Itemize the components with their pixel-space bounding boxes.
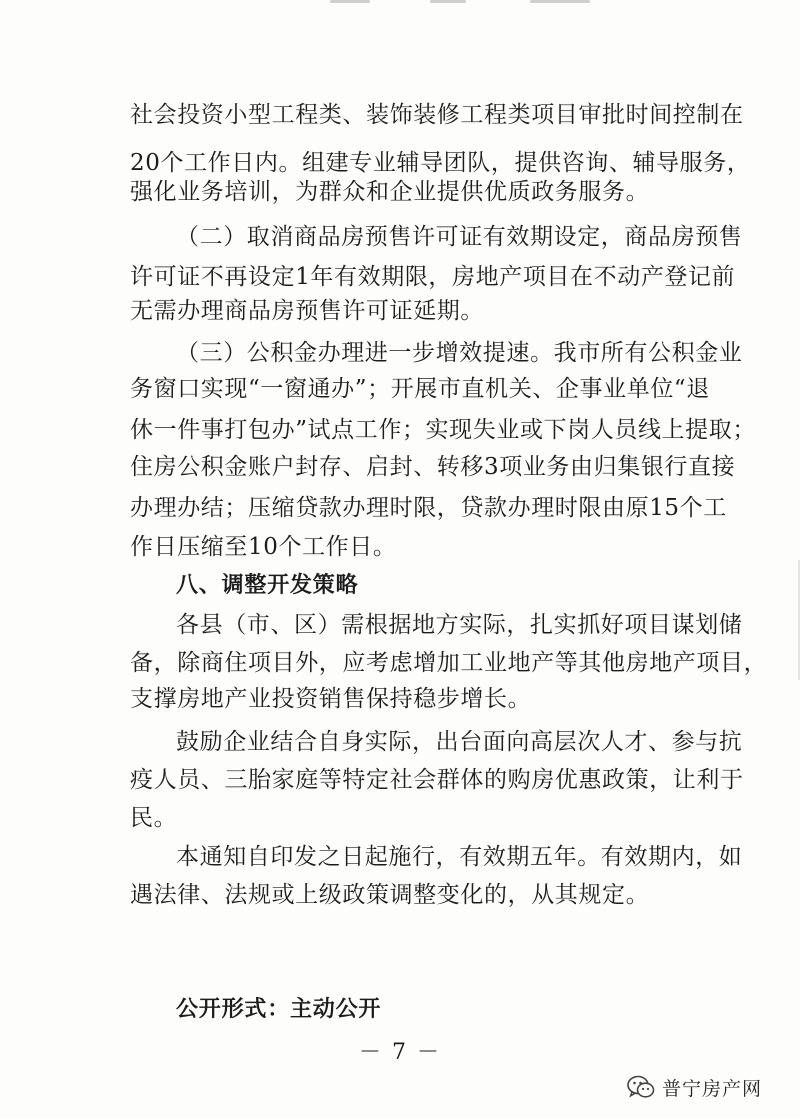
watermark [626,1073,762,1101]
body-line: 遇法律、法规或上级政策调整变化的，从其规定。 [130,882,650,908]
section-heading: 八、调整开发策略 [176,573,359,598]
body-line: 办理办结；压缩贷款办理时限，贷款办理时限由原15个工 [130,495,727,521]
body-line: 备，除商住项目外，应考虑增加工业地产等其他房地产项目， [130,650,768,676]
paragraph-first-line: （三）公积金办理进一步增效提速。我市所有公积金业 [176,340,743,366]
disclosure-form: 公开形式：主动公开 [176,997,382,1022]
body-line: 务窗口实现“一窗通办”；开展市直机关、企事业单位“退 [130,376,710,402]
paragraph-first-line: （二）取消商品房预售许可证有效期设定，商品房预售 [176,224,743,250]
body-line: 许可证不再设定1年有效期限，房地产项目在不动产登记前 [130,264,736,290]
page-number: － 7 － [359,1040,441,1065]
body-line: 休一件事打包办”试点工作；实现失业或下岗人员线上提取； [130,417,756,443]
paragraph-first-line: 鼓励企业结合自身实际，出台面向高层次人才、参与抗 [176,729,743,755]
wechat-icon [626,1074,656,1100]
paragraph-first-line: 本通知自印发之日起施行，有效期五年。有效期内，如 [176,844,743,870]
body-line: 作日压缩至10个工作日。 [130,534,397,560]
body-line: 20个工作日内。组建专业辅导团队，提供咨询、辅导服务， [130,150,751,176]
body-line: 住房公积金账户封存、启封、转移3项业务由归集银行直接 [130,454,736,480]
body-line: 支撑房地产业投资销售保持稳步增长。 [130,686,532,712]
body-line: 社会投资小型工程类、装饰装修工程类项目审批时间控制在 [130,102,744,128]
scan-artifact [330,0,610,6]
body-line: 民。 [130,805,178,831]
watermark-text: 普宁房产网 [661,1077,762,1100]
body-line: 疫人员、三胎家庭等特定社会群体的购房优惠政策，让利于 [130,767,744,793]
body-line: 强化业务培训，为群众和企业提供优质政务服务。 [130,179,650,205]
paragraph-first-line: 各县（市、区）需根据地方实际，扎实抓好项目谋划储 [176,612,743,638]
body-line: 无需办理商品房预售许可证延期。 [130,298,484,324]
